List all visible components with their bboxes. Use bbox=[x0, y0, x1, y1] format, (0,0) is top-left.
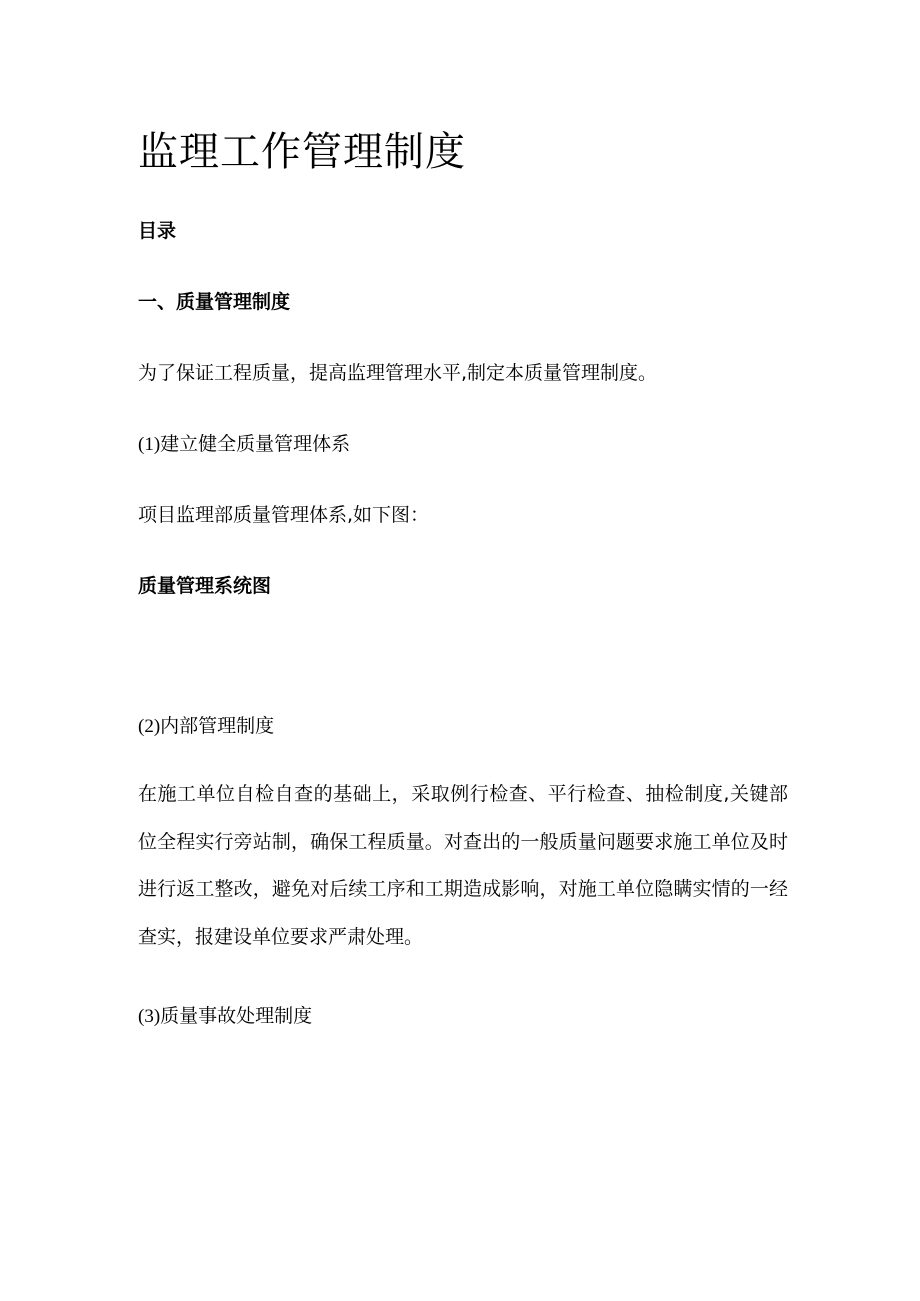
item-heading-1 bbox=[138, 430, 350, 459]
intro-paragraph: 为了保证工程质量，提高监理管理水平,制定本质量管理制度。 bbox=[138, 362, 658, 384]
item2-body-paragraph: 在施工单位自检自查的基础上，采取例行检查、平行检查、抽检制度,关键部位全程实行旁站制，确保工程质量。对查出的一般质量问题要求施工单位及时进行返工整改，避免对后续工序和工期造成影响，对施工单位隐瞒实情的一经查实，报建设单位要求严肃处理。 bbox=[138, 783, 788, 948]
item-number-1: (1) bbox=[138, 434, 161, 455]
item1-body-paragraph: 项目监理部质量管理体系,如下图： bbox=[138, 504, 430, 526]
item-number-3: (3) bbox=[138, 1006, 161, 1027]
item-title-3: 质量事故处理制度 bbox=[160, 1005, 313, 1027]
item-number-2: (2) bbox=[138, 716, 161, 737]
item-heading-3 bbox=[138, 1002, 312, 1031]
item-title-1: 建立健全质量管理体系 bbox=[160, 433, 351, 455]
item-title-2: 内部管理制度 bbox=[160, 715, 275, 737]
toc-heading: 目录 bbox=[138, 220, 177, 242]
figure-caption: 质量管理系统图 bbox=[138, 575, 272, 597]
section-heading-quality-management: 一、质量管理制度 bbox=[138, 291, 291, 313]
item-heading-2 bbox=[138, 712, 274, 741]
document-title: 监理工作管理制度 bbox=[138, 129, 466, 175]
